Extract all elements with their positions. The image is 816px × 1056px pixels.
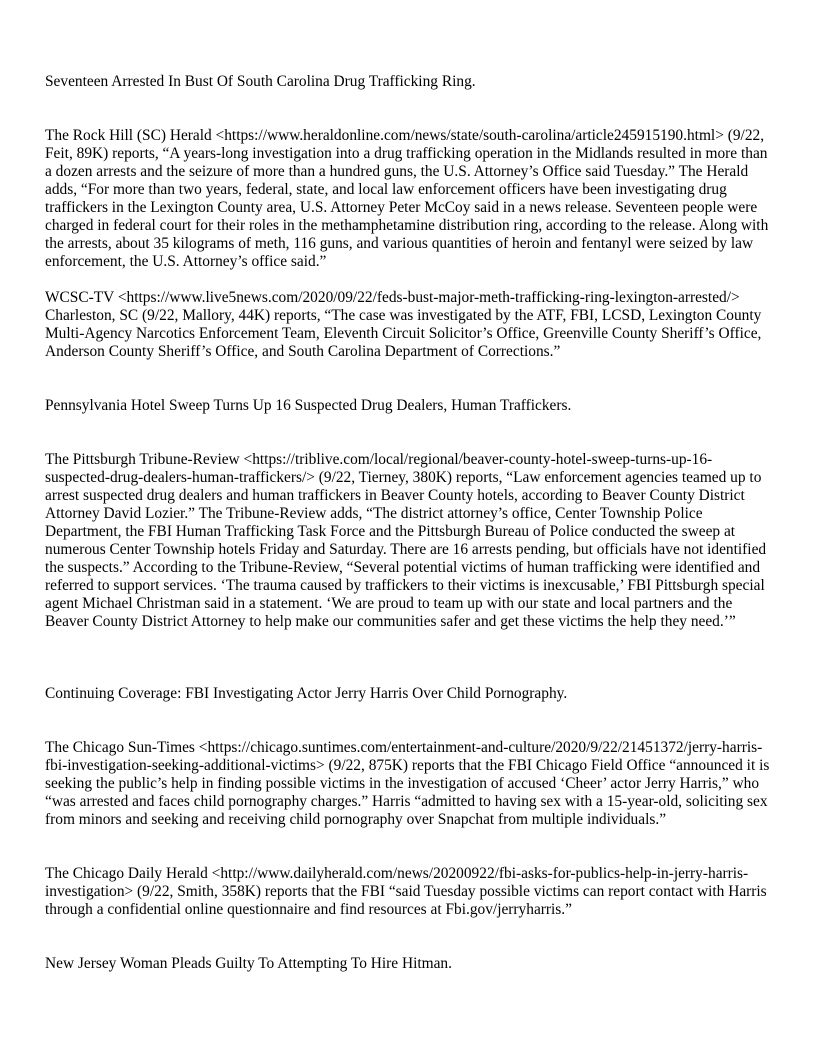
paragraph-chicago-daily-herald: The Chicago Daily Herald <http://www.dailyherald.com/news/20200922/fbi-asks-for-publics-help-in-jerry-harris-investigation> (9/22, Smith, 358K) reports that the FBI “said Tuesday possible victims can report contact with Harris through a confidential online questionnaire and find resources at Fbi.gov/jerryharris.” xyxy=(45,865,767,918)
headline-nj-hitman: New Jersey Woman Pleads Guilty To Attempting To Hire Hitman. xyxy=(45,955,452,972)
paragraph-pittsburgh-tribune-review: The Pittsburgh Tribune-Review <https://triblive.com/local/regional/beaver-county-hotel-sweep-turns-up-16-suspected-drug-dealers-human-traffickers/> (9/22, Tierney, 380K) reports, “Law enforcement agencies teamed up to arrest suspected drug dealers and human traffickers in Beaver County hotels, according to Beaver County District Attorney David Lozier.” The Tribune-Review adds, “The district attorney’s office, Center Township Police Department, the FBI Human Trafficking Task Force and the Pittsburgh Bureau of Police conducted the sweep at numerous Center Township hotels Friday and Saturday. There are 16 arrests pending, but officials have not identified the suspects.” According to the Tribune-Review, “Several potential victims of human trafficking were identified and referred to support services. ‘The trauma caused by traffickers to their victims is inexcusable,’ FBI Pittsburgh special agent Michael Christman said in a statement. ‘We are proud to team up with our state and local partners and the Beaver County District Attorney to help make our communities safer and get these victims the help they need.’” xyxy=(45,451,767,630)
paragraph-chicago-sun-times: The Chicago Sun-Times <https://chicago.suntimes.com/entertainment-and-culture/2020/9/22/21451372/jerry-harris-fbi-investigation-seeking-additional-victims> (9/22, 875K) reports that the FBI Chicago Field Office “announced it is seeking the public’s help in finding possible victims in the investigation of accused ‘Cheer’ actor Jerry Harris,” who “was arrested and faces child pornography charges.” Harris “admitted to having sex with a 15-year-old, soliciting sex from minors and seeking and receiving child pornography over Snapchat from multiple individuals.” xyxy=(45,739,770,828)
paragraph-wcsc-tv: WCSC-TV <https://www.live5news.com/2020/09/22/feds-bust-major-meth-trafficking-ring-lexington-arrested/> Charleston, SC (9/22, Mallory, 44K) reports, “The case was investigated by the ATF, FBI, LCSD, Lexington County Multi-Agency Narcotics Enforcement Team, Eleventh Circuit Solicitor’s Office, Greenville County Sheriff’s Office, Anderson County Sheriff’s Office, and South Carolina Department of Corrections.” xyxy=(45,289,762,360)
headline-sc-drug-ring: Seventeen Arrested In Bust Of South Carolina Drug Trafficking Ring. xyxy=(45,73,476,90)
paragraph-rock-hill-herald: The Rock Hill (SC) Herald <https://www.heraldonline.com/news/state/south-carolina/article245915190.html> (9/22, Feit, 89K) reports, “A years-long investigation into a drug trafficking operation in the Midlands resulted in more than a dozen arrests and the seizure of more than a hundred guns, the U.S. Attorney’s Office said Tuesday.” The Herald adds, “For more than two years, federal, state, and local law enforcement officers have been investigating drug traffickers in the Lexington County area, U.S. Attorney Peter McCoy said in a news release. Seventeen people were charged in federal court for their roles in the methamphetamine distribution ring, according to the release. Along with the arrests, about 35 kilograms of meth, 116 guns, and various quantities of heroin and fentanyl were seized by law enforcement, the U.S. Attorney’s office said.” xyxy=(45,127,769,270)
headline-pa-hotel-sweep: Pennsylvania Hotel Sweep Turns Up 16 Suspected Drug Dealers, Human Traffickers. xyxy=(45,397,572,414)
headline-jerry-harris: Continuing Coverage: FBI Investigating Actor Jerry Harris Over Child Pornography. xyxy=(45,685,568,702)
